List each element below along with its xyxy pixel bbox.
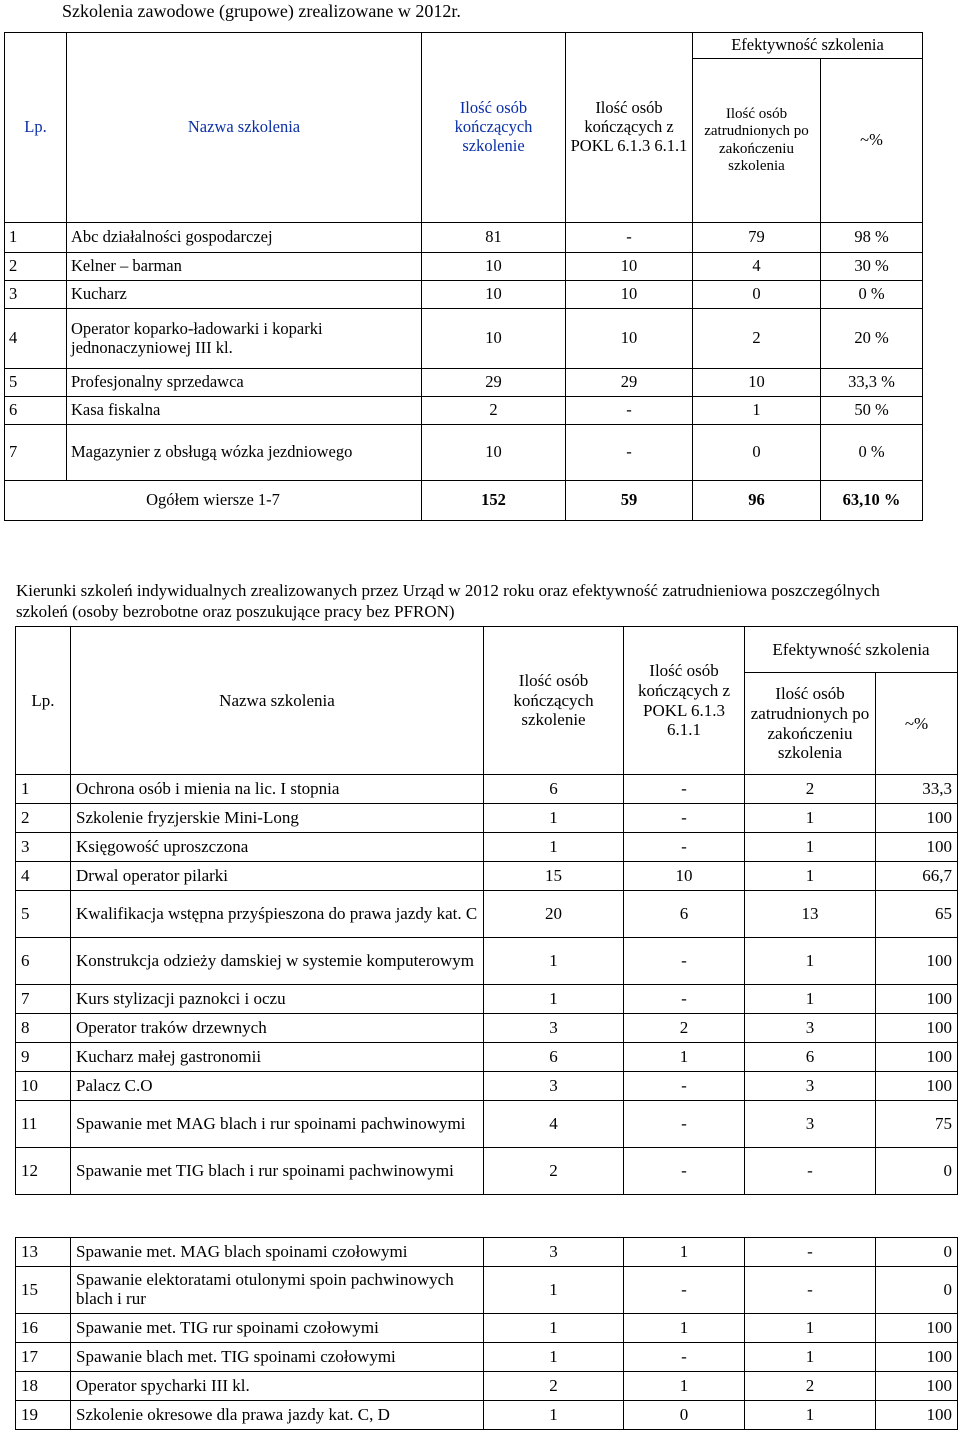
efficiency-header: Efektywność szkolenia <box>693 33 923 59</box>
row-employed: 1 <box>745 985 876 1014</box>
row-employed: - <box>745 1238 876 1267</box>
row-pokl: 1 <box>624 1314 745 1343</box>
row-name: Palacz C.O <box>71 1072 484 1101</box>
row-lp: 3 <box>5 281 67 309</box>
finished-header: Ilość osób kończących szkolenie <box>484 627 624 775</box>
table-row <box>16 862 958 891</box>
table-row <box>16 985 958 1014</box>
row-percent: 0 <box>876 1148 958 1195</box>
row-name: Operator spycharki III kl. <box>71 1372 484 1401</box>
row-name: Kurs stylizacji paznokci i oczu <box>71 985 484 1014</box>
row-name: Spawanie elektoratami otulonymi spoin pachwinowych blach i rur <box>71 1267 484 1314</box>
row-percent: 33,3 % <box>821 369 923 397</box>
table-row <box>16 1401 958 1430</box>
row-finished: 6 <box>484 775 624 804</box>
row-lp: 19 <box>16 1401 71 1430</box>
row-employed: 4 <box>693 253 821 281</box>
total-percent: 63,10 % <box>821 481 923 521</box>
row-percent: 20 % <box>821 309 923 369</box>
row-name: Kucharz małej gastronomii <box>71 1043 484 1072</box>
row-percent: 0 % <box>821 281 923 309</box>
row-name: Spawanie blach met. TIG spoinami czołowymi <box>71 1343 484 1372</box>
row-lp: 1 <box>5 223 67 253</box>
row-pokl: 10 <box>566 281 693 309</box>
row-lp: 4 <box>16 862 71 891</box>
row-lp: 3 <box>16 833 71 862</box>
row-name: Spawanie met. TIG rur spoinami czołowymi <box>71 1314 484 1343</box>
row-finished: 2 <box>484 1372 624 1401</box>
row-lp: 9 <box>16 1043 71 1072</box>
row-lp: 6 <box>16 938 71 985</box>
row-finished: 2 <box>422 397 566 425</box>
row-percent: 100 <box>876 833 958 862</box>
row-percent: 100 <box>876 804 958 833</box>
row-finished: 29 <box>422 369 566 397</box>
row-percent: 98 % <box>821 223 923 253</box>
row-finished: 1 <box>484 1401 624 1430</box>
row-finished: 3 <box>484 1014 624 1043</box>
table-row <box>16 1014 958 1043</box>
individual-trainings-table <box>15 626 958 1195</box>
row-lp: 12 <box>16 1148 71 1195</box>
row-name: Abc działalności gospodarczej <box>67 223 422 253</box>
row-pokl: - <box>624 1343 745 1372</box>
row-pokl: 10 <box>624 862 745 891</box>
row-finished: 1 <box>484 985 624 1014</box>
row-name: Operator traków drzewnych <box>71 1014 484 1043</box>
row-pokl: - <box>624 1267 745 1314</box>
row-lp: 7 <box>16 985 71 1014</box>
name-header: Nazwa szkolenia <box>71 627 484 775</box>
employed-header: Ilość osób zatrudnionych po zakończeniu szkolenia <box>693 59 821 223</box>
row-employed: 2 <box>745 775 876 804</box>
row-finished: 1 <box>484 1267 624 1314</box>
finished-pokl-header: Ilość osób kończących z POKL 6.1.3 6.1.1 <box>566 33 693 223</box>
table-row <box>16 1267 958 1314</box>
row-lp: 10 <box>16 1072 71 1101</box>
row-pokl: - <box>624 833 745 862</box>
row-employed: 13 <box>745 891 876 938</box>
row-pokl: - <box>624 985 745 1014</box>
row-employed: 10 <box>693 369 821 397</box>
row-name: Profesjonalny sprzedawca <box>67 369 422 397</box>
row-finished: 3 <box>484 1238 624 1267</box>
row-name: Kasa fiskalna <box>67 397 422 425</box>
row-employed: 1 <box>745 1314 876 1343</box>
table-row <box>16 1314 958 1343</box>
table-row <box>16 1238 958 1267</box>
row-pokl: - <box>566 397 693 425</box>
name-header: Nazwa szkolenia <box>67 33 422 223</box>
row-lp: 5 <box>16 891 71 938</box>
row-finished: 10 <box>422 309 566 369</box>
row-percent: 0 <box>876 1267 958 1314</box>
row-finished: 1 <box>484 833 624 862</box>
row-lp: 4 <box>5 309 67 369</box>
row-percent: 100 <box>876 1343 958 1372</box>
table-row <box>5 281 923 309</box>
row-lp: 15 <box>16 1267 71 1314</box>
row-finished: 15 <box>484 862 624 891</box>
row-finished: 1 <box>484 1343 624 1372</box>
row-finished: 1 <box>484 938 624 985</box>
row-lp: 17 <box>16 1343 71 1372</box>
row-pokl: - <box>566 425 693 481</box>
row-employed: 0 <box>693 281 821 309</box>
row-percent: 100 <box>876 1072 958 1101</box>
table-row <box>5 425 923 481</box>
row-pokl: - <box>624 1148 745 1195</box>
employed-header: Ilość osób zatrudnionych po zakończeniu szkolenia <box>745 673 876 775</box>
row-lp: 2 <box>16 804 71 833</box>
row-lp: 7 <box>5 425 67 481</box>
table-row <box>16 804 958 833</box>
row-lp: 1 <box>16 775 71 804</box>
table-row <box>16 891 958 938</box>
total-label: Ogółem wiersze 1-7 <box>5 481 422 521</box>
table-row <box>16 1372 958 1401</box>
row-pokl: 2 <box>624 1014 745 1043</box>
row-employed: 3 <box>745 1072 876 1101</box>
row-pokl: - <box>624 1101 745 1148</box>
percent-header: ~% <box>876 673 958 775</box>
row-employed: 1 <box>745 862 876 891</box>
row-lp: 5 <box>5 369 67 397</box>
percent-header: ~% <box>821 59 923 223</box>
row-name: Spawanie met TIG blach i rur spoinami pachwinowymi <box>71 1148 484 1195</box>
row-percent: 66,7 <box>876 862 958 891</box>
total-employed: 96 <box>693 481 821 521</box>
table-row <box>5 253 923 281</box>
row-percent: 100 <box>876 1014 958 1043</box>
individual-trainings-continued-table <box>15 1237 958 1430</box>
row-lp: 6 <box>5 397 67 425</box>
row-employed: 0 <box>693 425 821 481</box>
efficiency-header: Efektywność szkolenia <box>745 627 958 673</box>
row-pokl: 0 <box>624 1401 745 1430</box>
row-percent: 50 % <box>821 397 923 425</box>
table-row <box>16 1148 958 1195</box>
row-percent: 30 % <box>821 253 923 281</box>
row-name: Spawanie met MAG blach i rur spoinami pachwinowymi <box>71 1101 484 1148</box>
total-finished: 152 <box>422 481 566 521</box>
row-employed: 2 <box>745 1372 876 1401</box>
row-percent: 100 <box>876 1372 958 1401</box>
row-pokl: - <box>624 1072 745 1101</box>
row-percent: 0 <box>876 1238 958 1267</box>
row-percent: 65 <box>876 891 958 938</box>
row-finished: 2 <box>484 1148 624 1195</box>
row-employed: 1 <box>745 1401 876 1430</box>
row-employed: 1 <box>745 938 876 985</box>
row-finished: 10 <box>422 253 566 281</box>
table-row <box>16 775 958 804</box>
row-employed: 79 <box>693 223 821 253</box>
row-lp: 13 <box>16 1238 71 1267</box>
row-lp: 8 <box>16 1014 71 1043</box>
page-heading: Szkolenia zawodowe (grupowe) zrealizowane w 2012r. <box>62 1 461 21</box>
row-name: Kucharz <box>67 281 422 309</box>
row-employed: - <box>745 1148 876 1195</box>
table-row <box>5 369 923 397</box>
row-pokl: 10 <box>566 253 693 281</box>
row-percent: 75 <box>876 1101 958 1148</box>
row-percent: 100 <box>876 1314 958 1343</box>
row-name: Szkolenie okresowe dla prawa jazdy kat. C, D <box>71 1401 484 1430</box>
lp-header: Lp. <box>5 33 67 223</box>
row-name: Drwal operator pilarki <box>71 862 484 891</box>
table-row <box>5 309 923 369</box>
row-finished: 4 <box>484 1101 624 1148</box>
row-lp: 18 <box>16 1372 71 1401</box>
row-finished: 6 <box>484 1043 624 1072</box>
row-name: Kwalifikacja wstępna przyśpieszona do prawa jazdy kat. C <box>71 891 484 938</box>
row-name: Szkolenie fryzjerskie Mini-Long <box>71 804 484 833</box>
group-trainings-table <box>4 32 923 521</box>
row-pokl: 1 <box>624 1238 745 1267</box>
row-name: Ochrona osób i mienia na lic. I stopnia <box>71 775 484 804</box>
finished-pokl-header: Ilość osób kończących z POKL 6.1.3 6.1.1 <box>624 627 745 775</box>
row-pokl: - <box>624 938 745 985</box>
table-row <box>5 397 923 425</box>
row-percent: 100 <box>876 1401 958 1430</box>
row-employed: 2 <box>693 309 821 369</box>
row-name: Konstrukcja odzieży damskiej w systemie komputerowym <box>71 938 484 985</box>
row-percent: 100 <box>876 1043 958 1072</box>
row-finished: 20 <box>484 891 624 938</box>
row-finished: 10 <box>422 425 566 481</box>
table-row <box>16 1043 958 1072</box>
row-finished: 81 <box>422 223 566 253</box>
row-employed: 1 <box>693 397 821 425</box>
row-name: Księgowość uproszczona <box>71 833 484 862</box>
row-employed: 6 <box>745 1043 876 1072</box>
row-lp: 2 <box>5 253 67 281</box>
row-finished: 10 <box>422 281 566 309</box>
row-pokl: - <box>624 804 745 833</box>
row-pokl: 10 <box>566 309 693 369</box>
row-employed: 3 <box>745 1101 876 1148</box>
row-employed: 3 <box>745 1014 876 1043</box>
row-employed: 1 <box>745 804 876 833</box>
table-row <box>16 833 958 862</box>
table-row <box>16 1343 958 1372</box>
table-row <box>16 1072 958 1101</box>
table-row <box>5 223 923 253</box>
row-percent: 33,3 <box>876 775 958 804</box>
row-finished: 3 <box>484 1072 624 1101</box>
table-row <box>16 1101 958 1148</box>
row-pokl: 29 <box>566 369 693 397</box>
row-pokl: - <box>624 775 745 804</box>
row-finished: 1 <box>484 1314 624 1343</box>
row-percent: 100 <box>876 985 958 1014</box>
row-name: Kelner – barman <box>67 253 422 281</box>
row-percent: 0 % <box>821 425 923 481</box>
row-name: Magazynier z obsługą wózka jezdniowego <box>67 425 422 481</box>
section-description: Kierunki szkoleń indywidualnych zrealizowanych przez Urząd w 2012 roku oraz efektywność zatrudnieniowa poszczególnych szkoleń (osoby bezrobotne oraz poszukujące pracy bez PFRON) <box>16 581 880 621</box>
table-row <box>16 938 958 985</box>
lp-header: Lp. <box>16 627 71 775</box>
row-pokl: 6 <box>624 891 745 938</box>
row-name: Spawanie met. MAG blach spoinami czołowymi <box>71 1238 484 1267</box>
row-employed: - <box>745 1267 876 1314</box>
row-pokl: 1 <box>624 1372 745 1401</box>
row-name: Operator koparko-ładowarki i koparki jednonaczyniowej III kl. <box>67 309 422 369</box>
row-lp: 11 <box>16 1101 71 1148</box>
total-row <box>5 481 923 521</box>
row-pokl: - <box>566 223 693 253</box>
row-lp: 16 <box>16 1314 71 1343</box>
row-employed: 1 <box>745 833 876 862</box>
row-pokl: 1 <box>624 1043 745 1072</box>
total-pokl: 59 <box>566 481 693 521</box>
row-percent: 100 <box>876 938 958 985</box>
finished-header: Ilość osób kończących szkolenie <box>422 33 566 223</box>
row-finished: 1 <box>484 804 624 833</box>
row-employed: 1 <box>745 1343 876 1372</box>
